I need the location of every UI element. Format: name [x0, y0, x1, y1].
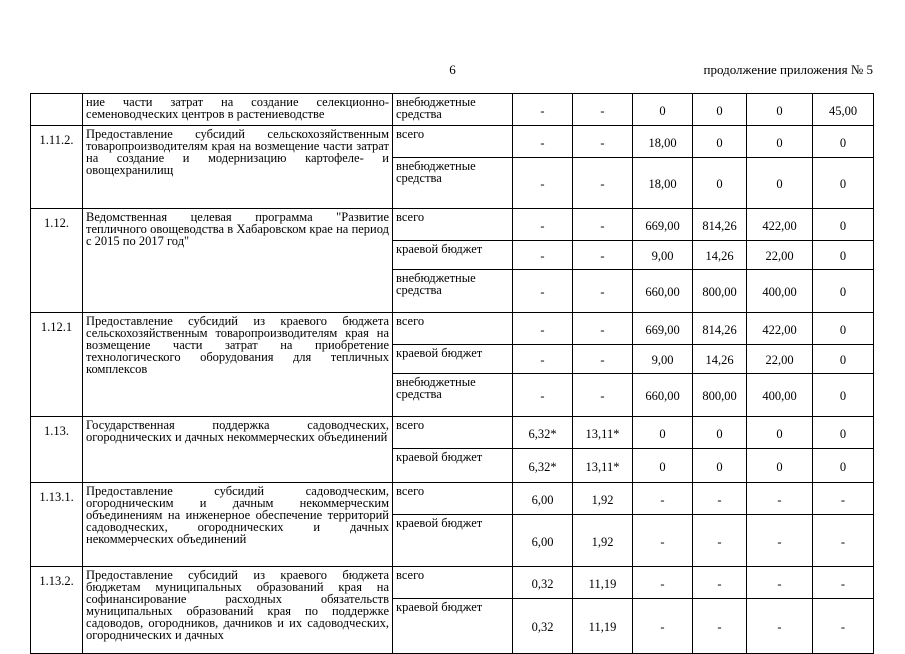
continuation-note: продолжение приложения № 5 [703, 62, 873, 77]
value-cell: 6,32* [513, 449, 573, 483]
value-cell: 0,32 [513, 567, 573, 599]
value-cell: - [747, 515, 813, 567]
value-cell: 0 [633, 449, 693, 483]
value-cell: 0 [813, 313, 874, 345]
value-cell: - [573, 345, 633, 374]
value-cell: 6,00 [513, 483, 573, 515]
value-cell: - [813, 515, 874, 567]
funding-source: краевой бюджет [393, 515, 513, 567]
value-cell: 400,00 [747, 270, 813, 313]
value-cell: 400,00 [747, 374, 813, 417]
value-cell: 0 [747, 449, 813, 483]
value-cell: - [573, 158, 633, 209]
value-cell: 0 [747, 126, 813, 158]
funding-source: всего [393, 417, 513, 449]
row-code: 1.12.1 [31, 313, 83, 417]
value-cell: 13,11* [573, 417, 633, 449]
value-cell: 422,00 [747, 313, 813, 345]
row-code: 1.12. [31, 209, 83, 313]
value-cell: - [693, 599, 747, 654]
value-cell: - [513, 374, 573, 417]
funding-source: краевой бюджет [393, 449, 513, 483]
value-cell: - [633, 515, 693, 567]
value-cell: - [693, 567, 747, 599]
value-cell: 0 [813, 241, 874, 270]
row-code: 1.13. [31, 417, 83, 483]
value-cell: - [573, 94, 633, 126]
row-name: Ведомственная целевая программа "Развитие тепличного овощеводства в Хабаровском крае на период с 2015 по 2017 год" [83, 209, 393, 313]
value-cell: 13,11* [573, 449, 633, 483]
value-cell: - [693, 515, 747, 567]
row-code: 1.13.1. [31, 483, 83, 567]
value-cell: - [513, 241, 573, 270]
funding-source: краевой бюджет [393, 345, 513, 374]
table-row [31, 483, 874, 515]
value-cell: - [747, 567, 813, 599]
value-cell: 0,32 [513, 599, 573, 654]
value-cell: 9,00 [633, 345, 693, 374]
value-cell: 0 [813, 209, 874, 241]
funding-source: всего [393, 126, 513, 158]
row-name: Предоставление субсидий из краевого бюджета сельскохозяйственным товаропроизводителям края на возмещение части затрат на приобретение технологического оборудования для тепличных комплексов [83, 313, 393, 417]
row-name: ние части затрат на создание селекционно-семеноводческих центров в растениеводстве [83, 94, 393, 126]
value-cell: - [747, 599, 813, 654]
value-cell: 6,32* [513, 417, 573, 449]
value-cell: 0 [813, 345, 874, 374]
table-row [31, 94, 874, 126]
value-cell: 18,00 [633, 126, 693, 158]
value-cell: 11,19 [573, 567, 633, 599]
funding-source: всего [393, 483, 513, 515]
value-cell: 669,00 [633, 313, 693, 345]
value-cell: - [633, 567, 693, 599]
value-cell: 814,26 [693, 209, 747, 241]
value-cell: 14,26 [693, 345, 747, 374]
value-cell: 0 [693, 126, 747, 158]
value-cell: 0 [693, 158, 747, 209]
value-cell: 1,92 [573, 515, 633, 567]
value-cell: 814,26 [693, 313, 747, 345]
table-row [31, 126, 874, 158]
value-cell: - [573, 126, 633, 158]
funding-source: всего [393, 567, 513, 599]
value-cell: - [633, 483, 693, 515]
row-code: 1.11.2. [31, 126, 83, 209]
value-cell: - [513, 345, 573, 374]
value-cell: 0 [747, 94, 813, 126]
value-cell: - [513, 270, 573, 313]
value-cell: 1,92 [573, 483, 633, 515]
value-cell: 0 [813, 126, 874, 158]
value-cell: 22,00 [747, 345, 813, 374]
page-number: 6 [449, 62, 456, 77]
value-cell: 0 [747, 158, 813, 209]
value-cell: 800,00 [693, 374, 747, 417]
row-name: Предоставление субсидий садоводческим, огородническим и дачным некоммерческим объединениям на инженерное обеспечение территорий садоводческих, огороднических и дачных некоммерческих объединений [83, 483, 393, 567]
value-cell: - [573, 374, 633, 417]
value-cell: 22,00 [747, 241, 813, 270]
row-name: Государственная поддержка садоводческих, огороднических и дачных некоммерческих объединений [83, 417, 393, 483]
value-cell: 0 [633, 94, 693, 126]
value-cell: - [813, 483, 874, 515]
row-code [31, 94, 83, 126]
value-cell: - [513, 313, 573, 345]
value-cell: 0 [813, 374, 874, 417]
value-cell: - [573, 209, 633, 241]
table-row [31, 209, 874, 241]
funding-source: внебюджетные средства [393, 374, 513, 417]
funding-source: краевой бюджет [393, 241, 513, 270]
row-name: Предоставление субсидий из краевого бюджета бюджетам муниципальных образований края на софинансирование расходных обязательств муниципальных образований края по поддержке садоводов, огородников, дачников и их садоводческих, огороднических и дачных [83, 567, 393, 654]
value-cell: - [813, 567, 874, 599]
value-cell: 0 [693, 417, 747, 449]
value-cell: 660,00 [633, 270, 693, 313]
value-cell: 14,26 [693, 241, 747, 270]
value-cell: 0 [813, 449, 874, 483]
funding-source: всего [393, 313, 513, 345]
value-cell: 0 [693, 449, 747, 483]
value-cell: 45,00 [813, 94, 874, 126]
value-cell: - [573, 241, 633, 270]
row-code: 1.13.2. [31, 567, 83, 654]
table-row [31, 313, 874, 345]
table-row [31, 567, 874, 599]
value-cell: 422,00 [747, 209, 813, 241]
value-cell: - [513, 94, 573, 126]
funding-source: всего [393, 209, 513, 241]
value-cell: - [513, 209, 573, 241]
value-cell: 18,00 [633, 158, 693, 209]
value-cell: 0 [693, 94, 747, 126]
value-cell: 6,00 [513, 515, 573, 567]
value-cell: - [633, 599, 693, 654]
value-cell: 9,00 [633, 241, 693, 270]
value-cell: 0 [813, 270, 874, 313]
value-cell: 669,00 [633, 209, 693, 241]
value-cell: - [813, 599, 874, 654]
value-cell: 800,00 [693, 270, 747, 313]
value-cell: - [747, 483, 813, 515]
value-cell: 0 [813, 158, 874, 209]
funding-source: внебюджетные средства [393, 158, 513, 209]
value-cell: 11,19 [573, 599, 633, 654]
budget-table [30, 93, 874, 654]
funding-source: внебюджетные средства [393, 270, 513, 313]
value-cell: - [573, 313, 633, 345]
funding-source: краевой бюджет [393, 599, 513, 654]
value-cell: 0 [633, 417, 693, 449]
value-cell: - [513, 158, 573, 209]
value-cell: - [693, 483, 747, 515]
row-name: Предоставление субсидий сельскохозяйственным товаропроизводителям края на возмещение части затрат на создание и модернизацию картофеле- и овощехранилищ [83, 126, 393, 209]
value-cell: 660,00 [633, 374, 693, 417]
value-cell: - [513, 126, 573, 158]
value-cell: 0 [747, 417, 813, 449]
funding-source: внебюджетные средства [393, 94, 513, 126]
table-row [31, 417, 874, 449]
value-cell: - [573, 270, 633, 313]
value-cell: 0 [813, 417, 874, 449]
